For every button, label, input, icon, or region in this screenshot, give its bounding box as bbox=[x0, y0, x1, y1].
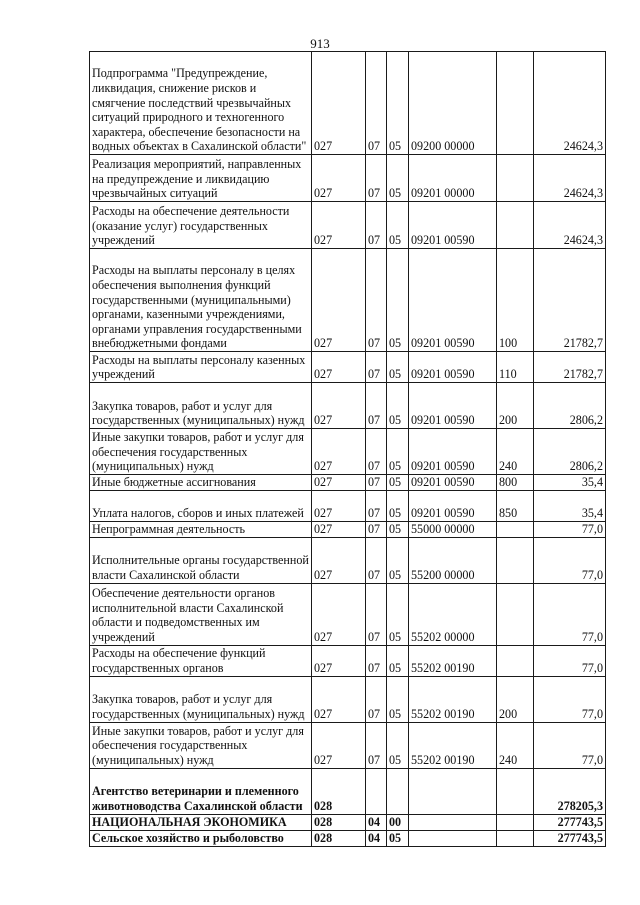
cell-vr-text: 240 bbox=[499, 459, 518, 474]
cell-vr-text: 110 bbox=[499, 367, 517, 382]
cell-sum bbox=[534, 521, 606, 537]
cell-sum bbox=[534, 352, 606, 383]
table-row bbox=[90, 814, 606, 830]
cell-pr bbox=[387, 583, 409, 645]
cell-pr bbox=[387, 352, 409, 383]
cell-rz bbox=[366, 537, 387, 583]
cell-rz-text: 07 bbox=[368, 459, 381, 474]
cell-name-text: Расходы на обеспечение деятельности (оказание услуг) государственных учреждений bbox=[92, 204, 290, 248]
cell-csr bbox=[409, 722, 497, 768]
cell-name bbox=[90, 583, 312, 645]
cell-name-text: Закупка товаров, работ и услуг для государственных (муниципальных) нужд bbox=[92, 398, 305, 428]
cell-ved bbox=[312, 645, 366, 676]
cell-ved bbox=[312, 429, 366, 475]
cell-sum bbox=[534, 645, 606, 676]
cell-vr bbox=[497, 490, 534, 521]
cell-sum-text: 77,0 bbox=[581, 661, 603, 675]
cell-rz bbox=[366, 830, 387, 846]
cell-csr-text: 55202 00190 bbox=[411, 707, 475, 721]
cell-pr-text: 05 bbox=[389, 753, 402, 767]
cell-sum-text: 21782,7 bbox=[563, 367, 603, 382]
cell-rz-text: 07 bbox=[368, 753, 381, 767]
cell-csr bbox=[409, 676, 497, 722]
cell-pr bbox=[387, 676, 409, 722]
cell-rz bbox=[366, 521, 387, 537]
cell-rz-text: 07 bbox=[368, 186, 381, 201]
page-number: 913 bbox=[310, 36, 330, 51]
cell-csr-text: 09201 00590 bbox=[411, 233, 475, 248]
cell-ved-text: 027 bbox=[314, 139, 333, 154]
cell-rz-text: 07 bbox=[368, 630, 381, 644]
cell-rz-text: 07 bbox=[368, 336, 381, 351]
cell-csr bbox=[409, 830, 497, 846]
cell-pr-text: 05 bbox=[389, 336, 402, 351]
cell-ved bbox=[312, 537, 366, 583]
cell-csr-text: 55202 00190 bbox=[411, 753, 475, 767]
cell-rz bbox=[366, 676, 387, 722]
cell-rz-text: 07 bbox=[368, 661, 381, 675]
cell-ved-text: 027 bbox=[314, 336, 333, 351]
cell-csr bbox=[409, 52, 497, 155]
cell-name-text: Агентство ветеринарии и племенного животноводства Сахалинской области bbox=[92, 784, 303, 813]
cell-rz-text: 07 bbox=[368, 233, 381, 248]
cell-name bbox=[90, 249, 312, 352]
cell-pr bbox=[387, 490, 409, 521]
cell-name bbox=[90, 155, 312, 202]
cell-name bbox=[90, 490, 312, 521]
cell-vr bbox=[497, 352, 534, 383]
cell-vr bbox=[497, 52, 534, 155]
cell-pr bbox=[387, 722, 409, 768]
cell-name bbox=[90, 383, 312, 429]
cell-pr bbox=[387, 383, 409, 429]
cell-name-text: Иные бюджетные ассигнования bbox=[92, 475, 256, 489]
cell-name-text: Исполнительные органы государственной власти Сахалинской области bbox=[92, 553, 309, 582]
cell-csr-text: 55000 00000 bbox=[411, 522, 475, 536]
cell-sum bbox=[534, 249, 606, 352]
cell-name-text: Обеспечение деятельности органов исполнительной власти Сахалинской области и подведомственных им учреждений bbox=[92, 586, 284, 644]
cell-csr bbox=[409, 429, 497, 475]
cell-csr-text: 55202 00000 bbox=[411, 630, 475, 644]
cell-ved-text: 027 bbox=[314, 475, 333, 489]
table-row bbox=[90, 52, 606, 155]
cell-sum-text: 24624,3 bbox=[563, 139, 603, 154]
cell-pr bbox=[387, 768, 409, 814]
cell-name-text: Сельское хозяйство и рыболовство bbox=[92, 831, 284, 845]
cell-rz bbox=[366, 155, 387, 202]
cell-csr bbox=[409, 583, 497, 645]
cell-ved-text: 028 bbox=[314, 831, 333, 845]
cell-pr-text: 05 bbox=[389, 831, 402, 845]
cell-sum bbox=[534, 52, 606, 155]
table-row bbox=[90, 537, 606, 583]
cell-rz-text: 07 bbox=[368, 367, 381, 382]
cell-sum-text: 77,0 bbox=[581, 630, 603, 644]
cell-pr bbox=[387, 830, 409, 846]
cell-csr bbox=[409, 521, 497, 537]
cell-pr bbox=[387, 521, 409, 537]
cell-pr-text: 05 bbox=[389, 233, 402, 248]
cell-rz bbox=[366, 583, 387, 645]
cell-ved-text: 027 bbox=[314, 233, 333, 248]
cell-csr bbox=[409, 814, 497, 830]
cell-ved bbox=[312, 583, 366, 645]
cell-csr-text: 55202 00190 bbox=[411, 661, 475, 675]
table-row bbox=[90, 155, 606, 202]
cell-csr bbox=[409, 352, 497, 383]
cell-sum bbox=[534, 475, 606, 491]
cell-ved bbox=[312, 249, 366, 352]
table-row bbox=[90, 383, 606, 429]
cell-pr bbox=[387, 645, 409, 676]
cell-ved-text: 027 bbox=[314, 459, 333, 474]
cell-pr-text: 05 bbox=[389, 413, 402, 428]
cell-sum-text: 35,4 bbox=[581, 475, 603, 489]
table-row bbox=[90, 490, 606, 521]
cell-ved-text: 028 bbox=[314, 815, 333, 829]
cell-pr-text: 05 bbox=[389, 367, 402, 382]
cell-name-text: Закупка товаров, работ и услуг для государственных (муниципальных) нужд bbox=[92, 692, 305, 721]
cell-sum-text: 21782,7 bbox=[563, 336, 603, 351]
cell-name bbox=[90, 475, 312, 491]
cell-vr-text: 200 bbox=[499, 413, 518, 428]
cell-pr bbox=[387, 155, 409, 202]
cell-name-text: НАЦИОНАЛЬНАЯ ЭКОНОМИКА bbox=[92, 815, 287, 829]
cell-ved bbox=[312, 155, 366, 202]
cell-ved-text: 027 bbox=[314, 186, 333, 201]
cell-sum-text: 24624,3 bbox=[563, 186, 603, 201]
cell-rz-text: 07 bbox=[368, 707, 381, 721]
cell-sum-text: 77,0 bbox=[581, 707, 603, 721]
cell-pr bbox=[387, 475, 409, 491]
cell-pr-text: 05 bbox=[389, 186, 402, 201]
cell-pr-text: 00 bbox=[389, 815, 402, 829]
cell-pr-text: 05 bbox=[389, 661, 402, 675]
cell-name bbox=[90, 830, 312, 846]
cell-sum bbox=[534, 383, 606, 429]
cell-name bbox=[90, 537, 312, 583]
cell-pr-text: 05 bbox=[389, 707, 402, 721]
cell-vr bbox=[497, 814, 534, 830]
cell-ved-text: 027 bbox=[314, 661, 333, 675]
cell-pr-text: 05 bbox=[389, 459, 402, 474]
cell-sum bbox=[534, 155, 606, 202]
table-row bbox=[90, 249, 606, 352]
cell-csr-text: 09201 00590 bbox=[411, 475, 475, 489]
table-row bbox=[90, 583, 606, 645]
cell-csr-text: 09200 00000 bbox=[411, 139, 475, 154]
cell-pr bbox=[387, 202, 409, 249]
cell-rz-text: 04 bbox=[368, 831, 381, 845]
table-row bbox=[90, 676, 606, 722]
cell-vr bbox=[497, 768, 534, 814]
cell-name bbox=[90, 521, 312, 537]
cell-ved-text: 027 bbox=[314, 707, 333, 721]
cell-name-text: Иные закупки товаров, работ и услуг для обеспечения государственных (муниципальных) нужд bbox=[92, 723, 304, 767]
table-row bbox=[90, 830, 606, 846]
cell-sum-text: 277743,5 bbox=[557, 831, 603, 845]
cell-sum-text: 278205,3 bbox=[557, 799, 603, 813]
cell-vr bbox=[497, 383, 534, 429]
cell-name bbox=[90, 352, 312, 383]
cell-vr bbox=[497, 830, 534, 846]
table-row bbox=[90, 521, 606, 537]
cell-rz bbox=[366, 722, 387, 768]
cell-rz bbox=[366, 383, 387, 429]
cell-csr bbox=[409, 475, 497, 491]
cell-name bbox=[90, 722, 312, 768]
cell-ved-text: 027 bbox=[314, 568, 333, 582]
cell-pr bbox=[387, 429, 409, 475]
cell-pr-text: 05 bbox=[389, 630, 402, 644]
cell-rz bbox=[366, 475, 387, 491]
cell-vr bbox=[497, 202, 534, 249]
cell-rz bbox=[366, 352, 387, 383]
cell-vr bbox=[497, 537, 534, 583]
cell-pr-text: 05 bbox=[389, 568, 402, 582]
cell-name-text: Расходы на обеспечение функций государственных органов bbox=[92, 646, 266, 675]
cell-sum bbox=[534, 768, 606, 814]
table-row bbox=[90, 429, 606, 475]
cell-csr bbox=[409, 490, 497, 521]
cell-rz-text: 07 bbox=[368, 413, 381, 428]
cell-name-text: Расходы на выплаты персоналу в целях обеспечения выполнения функций государственными (муниципальными) органами, казенными учреждениями, органами управления государственными внебюджетными фондами bbox=[92, 263, 302, 351]
cell-rz-text: 07 bbox=[368, 506, 381, 520]
cell-ved bbox=[312, 383, 366, 429]
cell-vr bbox=[497, 722, 534, 768]
cell-vr bbox=[497, 475, 534, 491]
cell-rz bbox=[366, 768, 387, 814]
cell-rz bbox=[366, 814, 387, 830]
table-row bbox=[90, 475, 606, 491]
table-row bbox=[90, 768, 606, 814]
cell-csr bbox=[409, 768, 497, 814]
cell-ved-text: 027 bbox=[314, 367, 333, 382]
cell-pr-text: 05 bbox=[389, 475, 402, 489]
cell-sum-text: 35,4 bbox=[581, 506, 603, 520]
cell-name bbox=[90, 676, 312, 722]
cell-csr bbox=[409, 249, 497, 352]
cell-name bbox=[90, 52, 312, 155]
cell-vr bbox=[497, 645, 534, 676]
cell-vr bbox=[497, 521, 534, 537]
cell-vr-text: 200 bbox=[499, 707, 518, 721]
cell-sum-text: 2806,2 bbox=[569, 459, 603, 474]
cell-ved bbox=[312, 768, 366, 814]
cell-pr-text: 05 bbox=[389, 139, 402, 154]
cell-vr-text: 240 bbox=[499, 753, 518, 767]
cell-name bbox=[90, 645, 312, 676]
cell-rz bbox=[366, 429, 387, 475]
cell-ved bbox=[312, 490, 366, 521]
table-row bbox=[90, 722, 606, 768]
cell-name-text: Уплата налогов, сборов и иных платежей bbox=[92, 506, 304, 520]
cell-ved-text: 027 bbox=[314, 413, 333, 428]
cell-pr bbox=[387, 537, 409, 583]
cell-sum-text: 77,0 bbox=[581, 753, 603, 767]
cell-name-text: Подпрограмма "Предупреждение, ликвидация, снижение рисков и смягчение последствий чрезвычайных ситуаций природного и техногенного характера, обеспечение безопасности на водных объектах в Сахалинской области" bbox=[92, 66, 307, 154]
cell-vr bbox=[497, 249, 534, 352]
cell-name-text: Непрограммная деятельность bbox=[92, 522, 246, 536]
cell-ved bbox=[312, 475, 366, 491]
cell-vr-text: 100 bbox=[499, 336, 518, 351]
cell-ved bbox=[312, 521, 366, 537]
cell-rz-text: 07 bbox=[368, 522, 381, 536]
cell-ved bbox=[312, 676, 366, 722]
cell-rz bbox=[366, 202, 387, 249]
cell-sum bbox=[534, 722, 606, 768]
cell-rz bbox=[366, 249, 387, 352]
cell-csr-text: 09201 00590 bbox=[411, 506, 475, 520]
cell-name bbox=[90, 814, 312, 830]
cell-csr-text: 09201 00590 bbox=[411, 459, 475, 474]
cell-sum bbox=[534, 202, 606, 249]
cell-rz-text: 07 bbox=[368, 568, 381, 582]
cell-name bbox=[90, 202, 312, 249]
table-row bbox=[90, 352, 606, 383]
cell-sum bbox=[534, 490, 606, 521]
cell-vr bbox=[497, 155, 534, 202]
cell-ved bbox=[312, 814, 366, 830]
cell-name-text: Реализация мероприятий, направленных на предупреждение и ликвидацию чрезвычайных ситуаций bbox=[92, 157, 302, 201]
cell-pr bbox=[387, 52, 409, 155]
cell-sum bbox=[534, 814, 606, 830]
cell-rz-text: 07 bbox=[368, 139, 381, 154]
cell-ved bbox=[312, 202, 366, 249]
cell-ved bbox=[312, 352, 366, 383]
cell-name-text: Расходы на выплаты персоналу казенных учреждений bbox=[92, 352, 306, 382]
cell-csr bbox=[409, 383, 497, 429]
cell-rz-text: 04 bbox=[368, 815, 381, 829]
cell-vr-text: 850 bbox=[499, 506, 518, 520]
cell-name bbox=[90, 429, 312, 475]
table-row bbox=[90, 645, 606, 676]
cell-ved-text: 028 bbox=[314, 799, 333, 813]
cell-csr bbox=[409, 155, 497, 202]
cell-sum bbox=[534, 830, 606, 846]
cell-rz bbox=[366, 645, 387, 676]
cell-vr bbox=[497, 676, 534, 722]
cell-pr-text: 05 bbox=[389, 522, 402, 536]
cell-sum-text: 2806,2 bbox=[569, 413, 603, 428]
cell-ved-text: 027 bbox=[314, 506, 333, 520]
cell-name bbox=[90, 768, 312, 814]
cell-ved-text: 027 bbox=[314, 522, 333, 536]
cell-sum bbox=[534, 583, 606, 645]
cell-sum-text: 77,0 bbox=[581, 568, 603, 582]
table-row bbox=[90, 202, 606, 249]
cell-sum-text: 24624,3 bbox=[563, 233, 603, 248]
table-body bbox=[90, 52, 606, 847]
cell-ved bbox=[312, 830, 366, 846]
cell-csr bbox=[409, 537, 497, 583]
cell-pr-text: 05 bbox=[389, 506, 402, 520]
cell-vr bbox=[497, 583, 534, 645]
cell-csr bbox=[409, 202, 497, 249]
cell-sum-text: 277743,5 bbox=[557, 815, 603, 829]
cell-ved-text: 027 bbox=[314, 630, 333, 644]
cell-csr-text: 09201 00590 bbox=[411, 367, 475, 382]
cell-csr-text: 09201 00590 bbox=[411, 413, 475, 428]
cell-ved bbox=[312, 722, 366, 768]
cell-csr-text: 09201 00590 bbox=[411, 336, 475, 351]
cell-rz bbox=[366, 52, 387, 155]
cell-vr bbox=[497, 429, 534, 475]
cell-sum-text: 77,0 bbox=[581, 522, 603, 536]
cell-pr bbox=[387, 814, 409, 830]
cell-csr bbox=[409, 645, 497, 676]
cell-csr-text: 55200 00000 bbox=[411, 568, 475, 582]
cell-rz-text: 07 bbox=[368, 475, 381, 489]
cell-sum bbox=[534, 676, 606, 722]
cell-rz bbox=[366, 490, 387, 521]
cell-name-text: Иные закупки товаров, работ и услуг для обеспечения государственных (муниципальных) нужд bbox=[92, 430, 304, 474]
budget-table bbox=[89, 51, 606, 847]
cell-ved bbox=[312, 52, 366, 155]
cell-sum bbox=[534, 429, 606, 475]
cell-csr-text: 09201 00000 bbox=[411, 186, 475, 201]
cell-sum bbox=[534, 537, 606, 583]
cell-vr-text: 800 bbox=[499, 475, 518, 489]
cell-ved-text: 027 bbox=[314, 753, 333, 767]
cell-pr bbox=[387, 249, 409, 352]
